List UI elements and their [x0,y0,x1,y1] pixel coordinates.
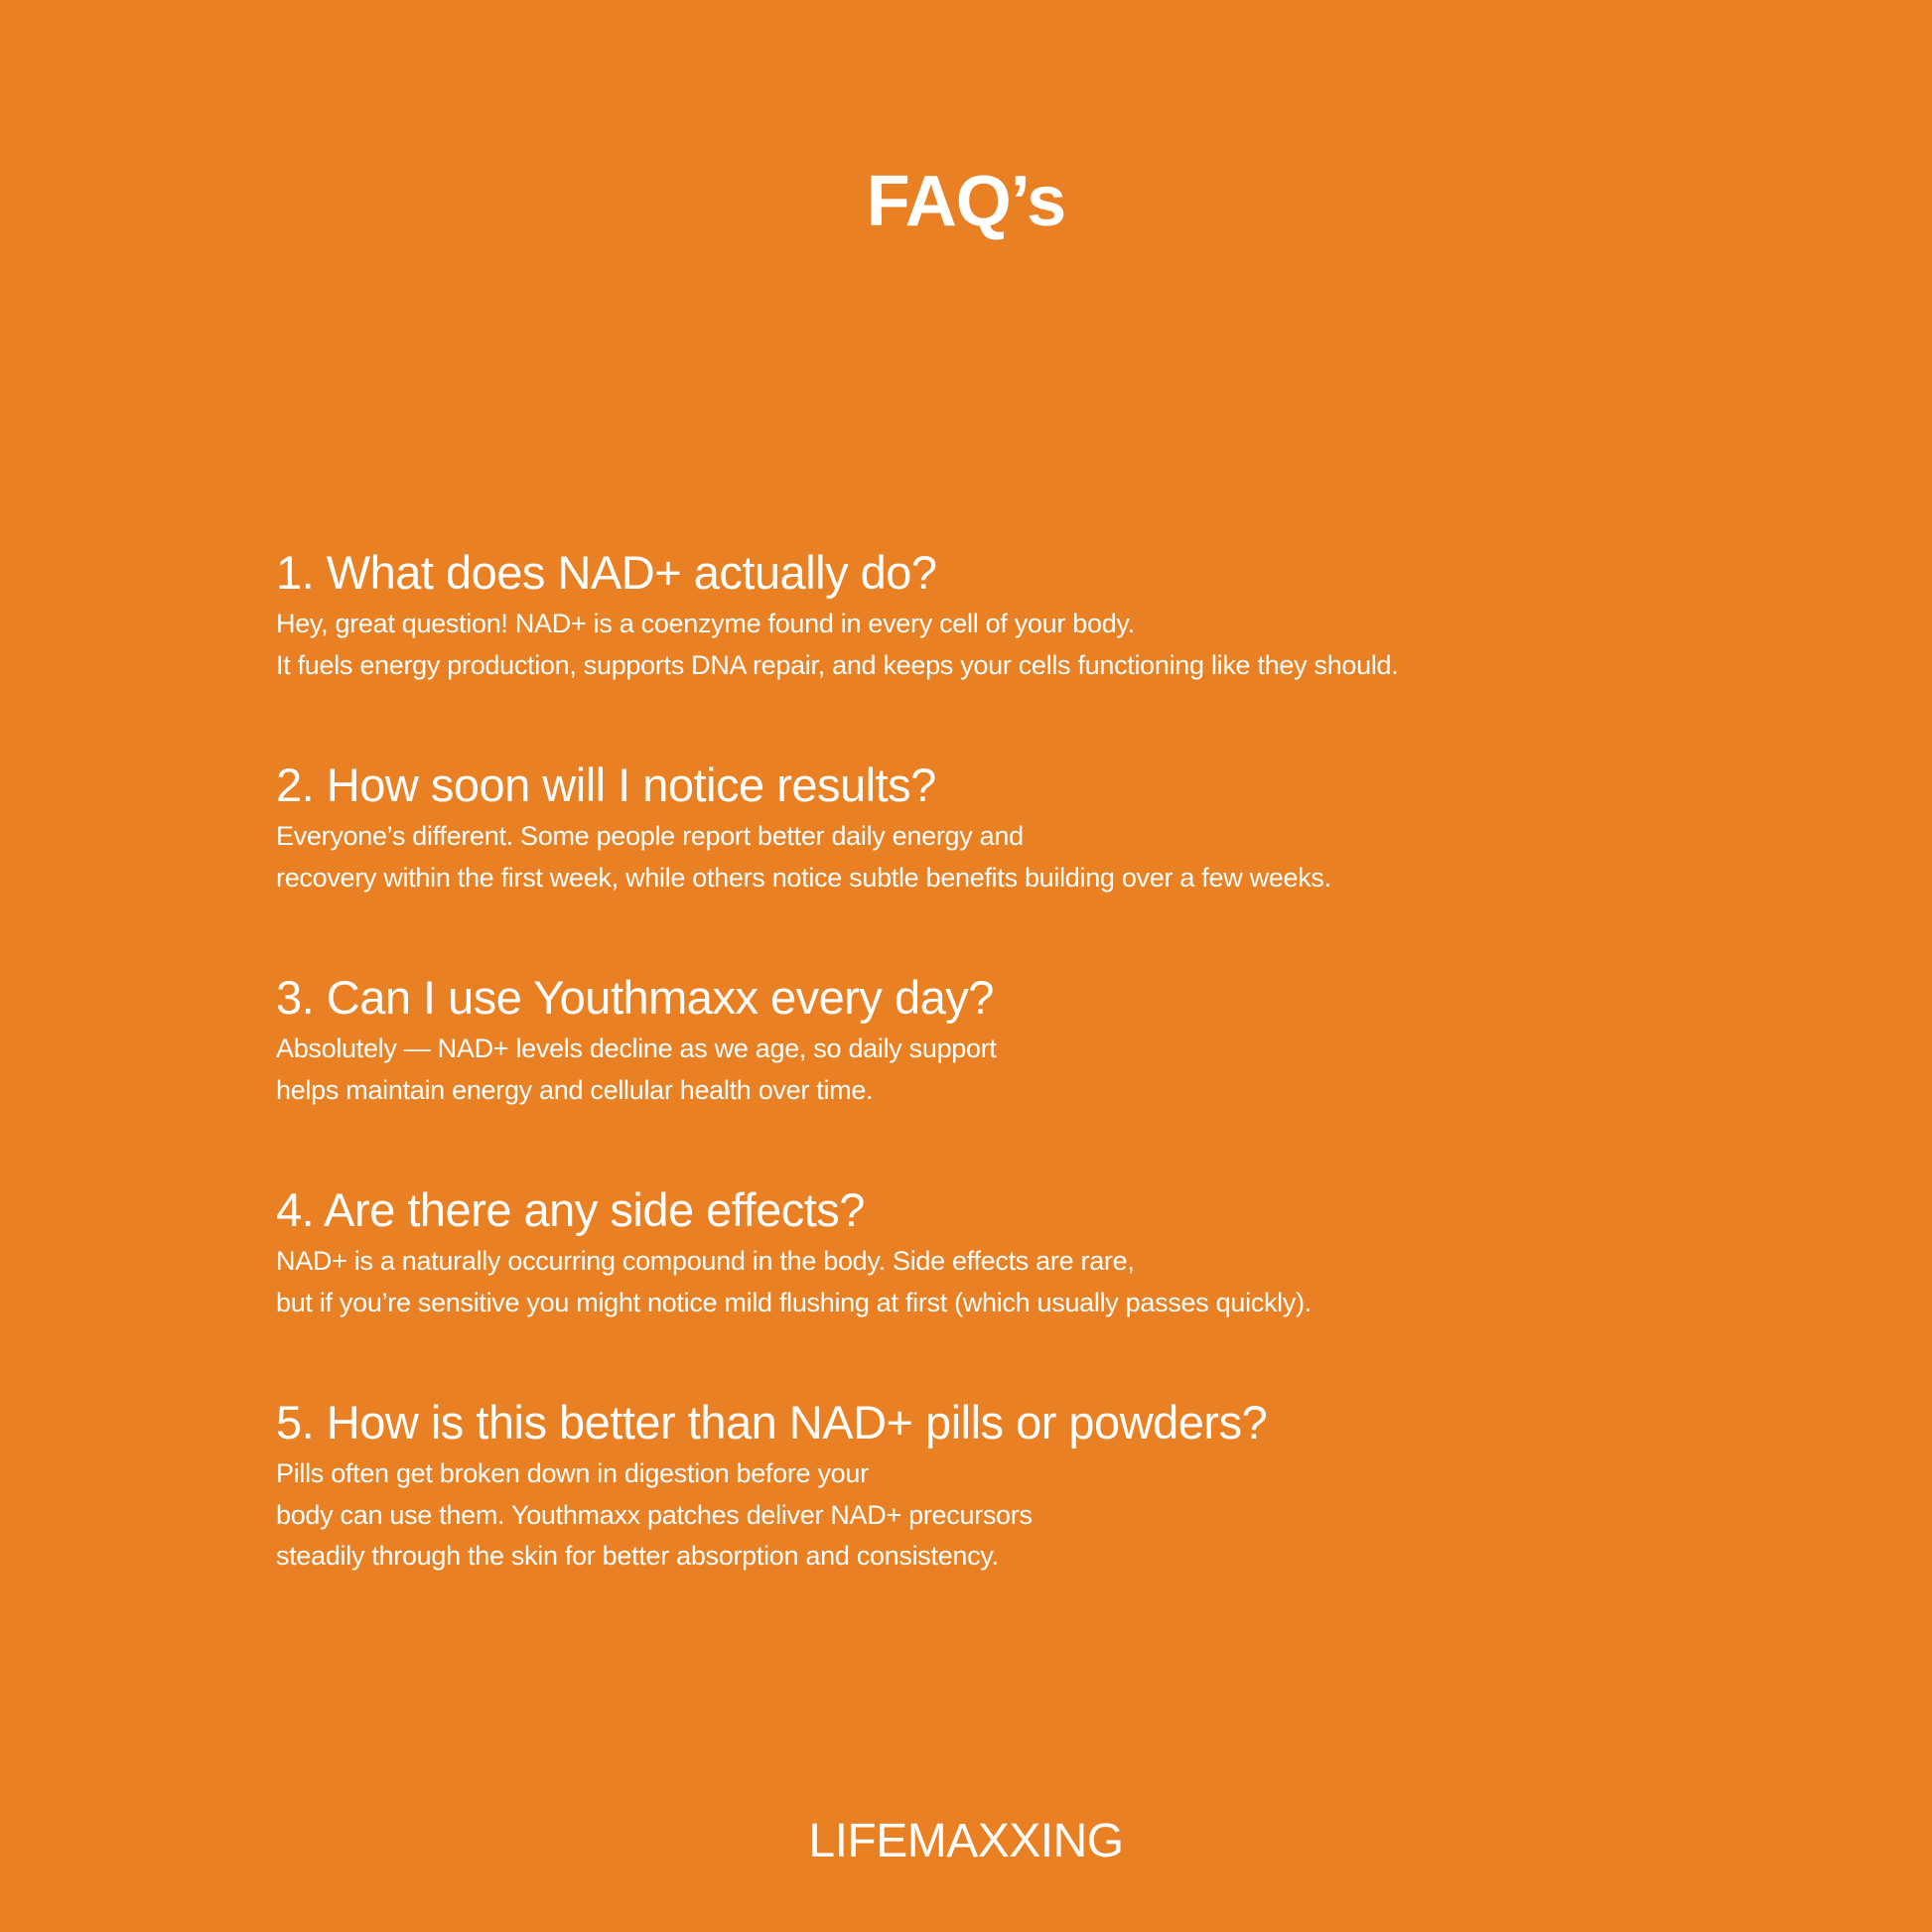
faq-answer-line: Pills often get broken down in digestion before your [276,1458,869,1488]
faq-question: 3. Can I use Youthmaxx every day? [276,971,994,1024]
faq-answer-line: body can use them. Youthmaxx patches deliver NAD+ precursors [276,1499,1033,1530]
faq-answer-line: Hey, great question! NAD+ is a coenzyme found in every cell of your body. [276,609,1135,638]
faq-item-1 [276,542,1904,686]
faq-answer-line: helps maintain energy and cellular health over time. [276,1074,874,1105]
faq-list [276,542,1904,1646]
faq-answer-line: Everyone’s different. Some people report better daily energy and [276,821,1024,851]
faq-answer [276,604,1904,686]
faq-answer [276,1241,1904,1323]
faq-answer-line: recovery within the first week, while others notice subtle benefits building over a few weeks. [276,862,1331,893]
faq-item-2 [276,755,1904,898]
page-title: FAQ’s [866,162,1066,241]
brand-wordmark: LIFEMAXXING [808,1815,1124,1867]
faq-item-5 [276,1392,1904,1578]
faq-answer-line: but if you’re sensitive you might notice mild flushing at first (which usually passes quickly). [276,1287,1311,1317]
faq-question: 4. Are there any side effects? [276,1183,865,1236]
faq-answer-line: NAD+ is a naturally occurring compound in the body. Side effects are rare, [276,1246,1135,1276]
faq-item-4 [276,1179,1904,1323]
faq-answer-line: steadily through the skin for better absorption and consistency. [276,1541,999,1571]
faq-answer [276,816,1904,898]
faq-question: 2. How soon will I notice results? [276,759,936,811]
faq-answer-line: It fuels energy production, supports DNA repair, and keeps your cells functioning like they should. [276,649,1399,680]
faq-question: 1. What does NAD+ actually do? [276,546,937,599]
faq-question: 5. How is this better than NAD+ pills or powders? [276,1396,1268,1449]
faq-answer-line: Absolutely — NAD+ levels decline as we age, so daily support [276,1034,997,1063]
faq-answer [276,1453,1904,1578]
faq-answer [276,1029,1904,1111]
faq-item-3 [276,967,1904,1111]
